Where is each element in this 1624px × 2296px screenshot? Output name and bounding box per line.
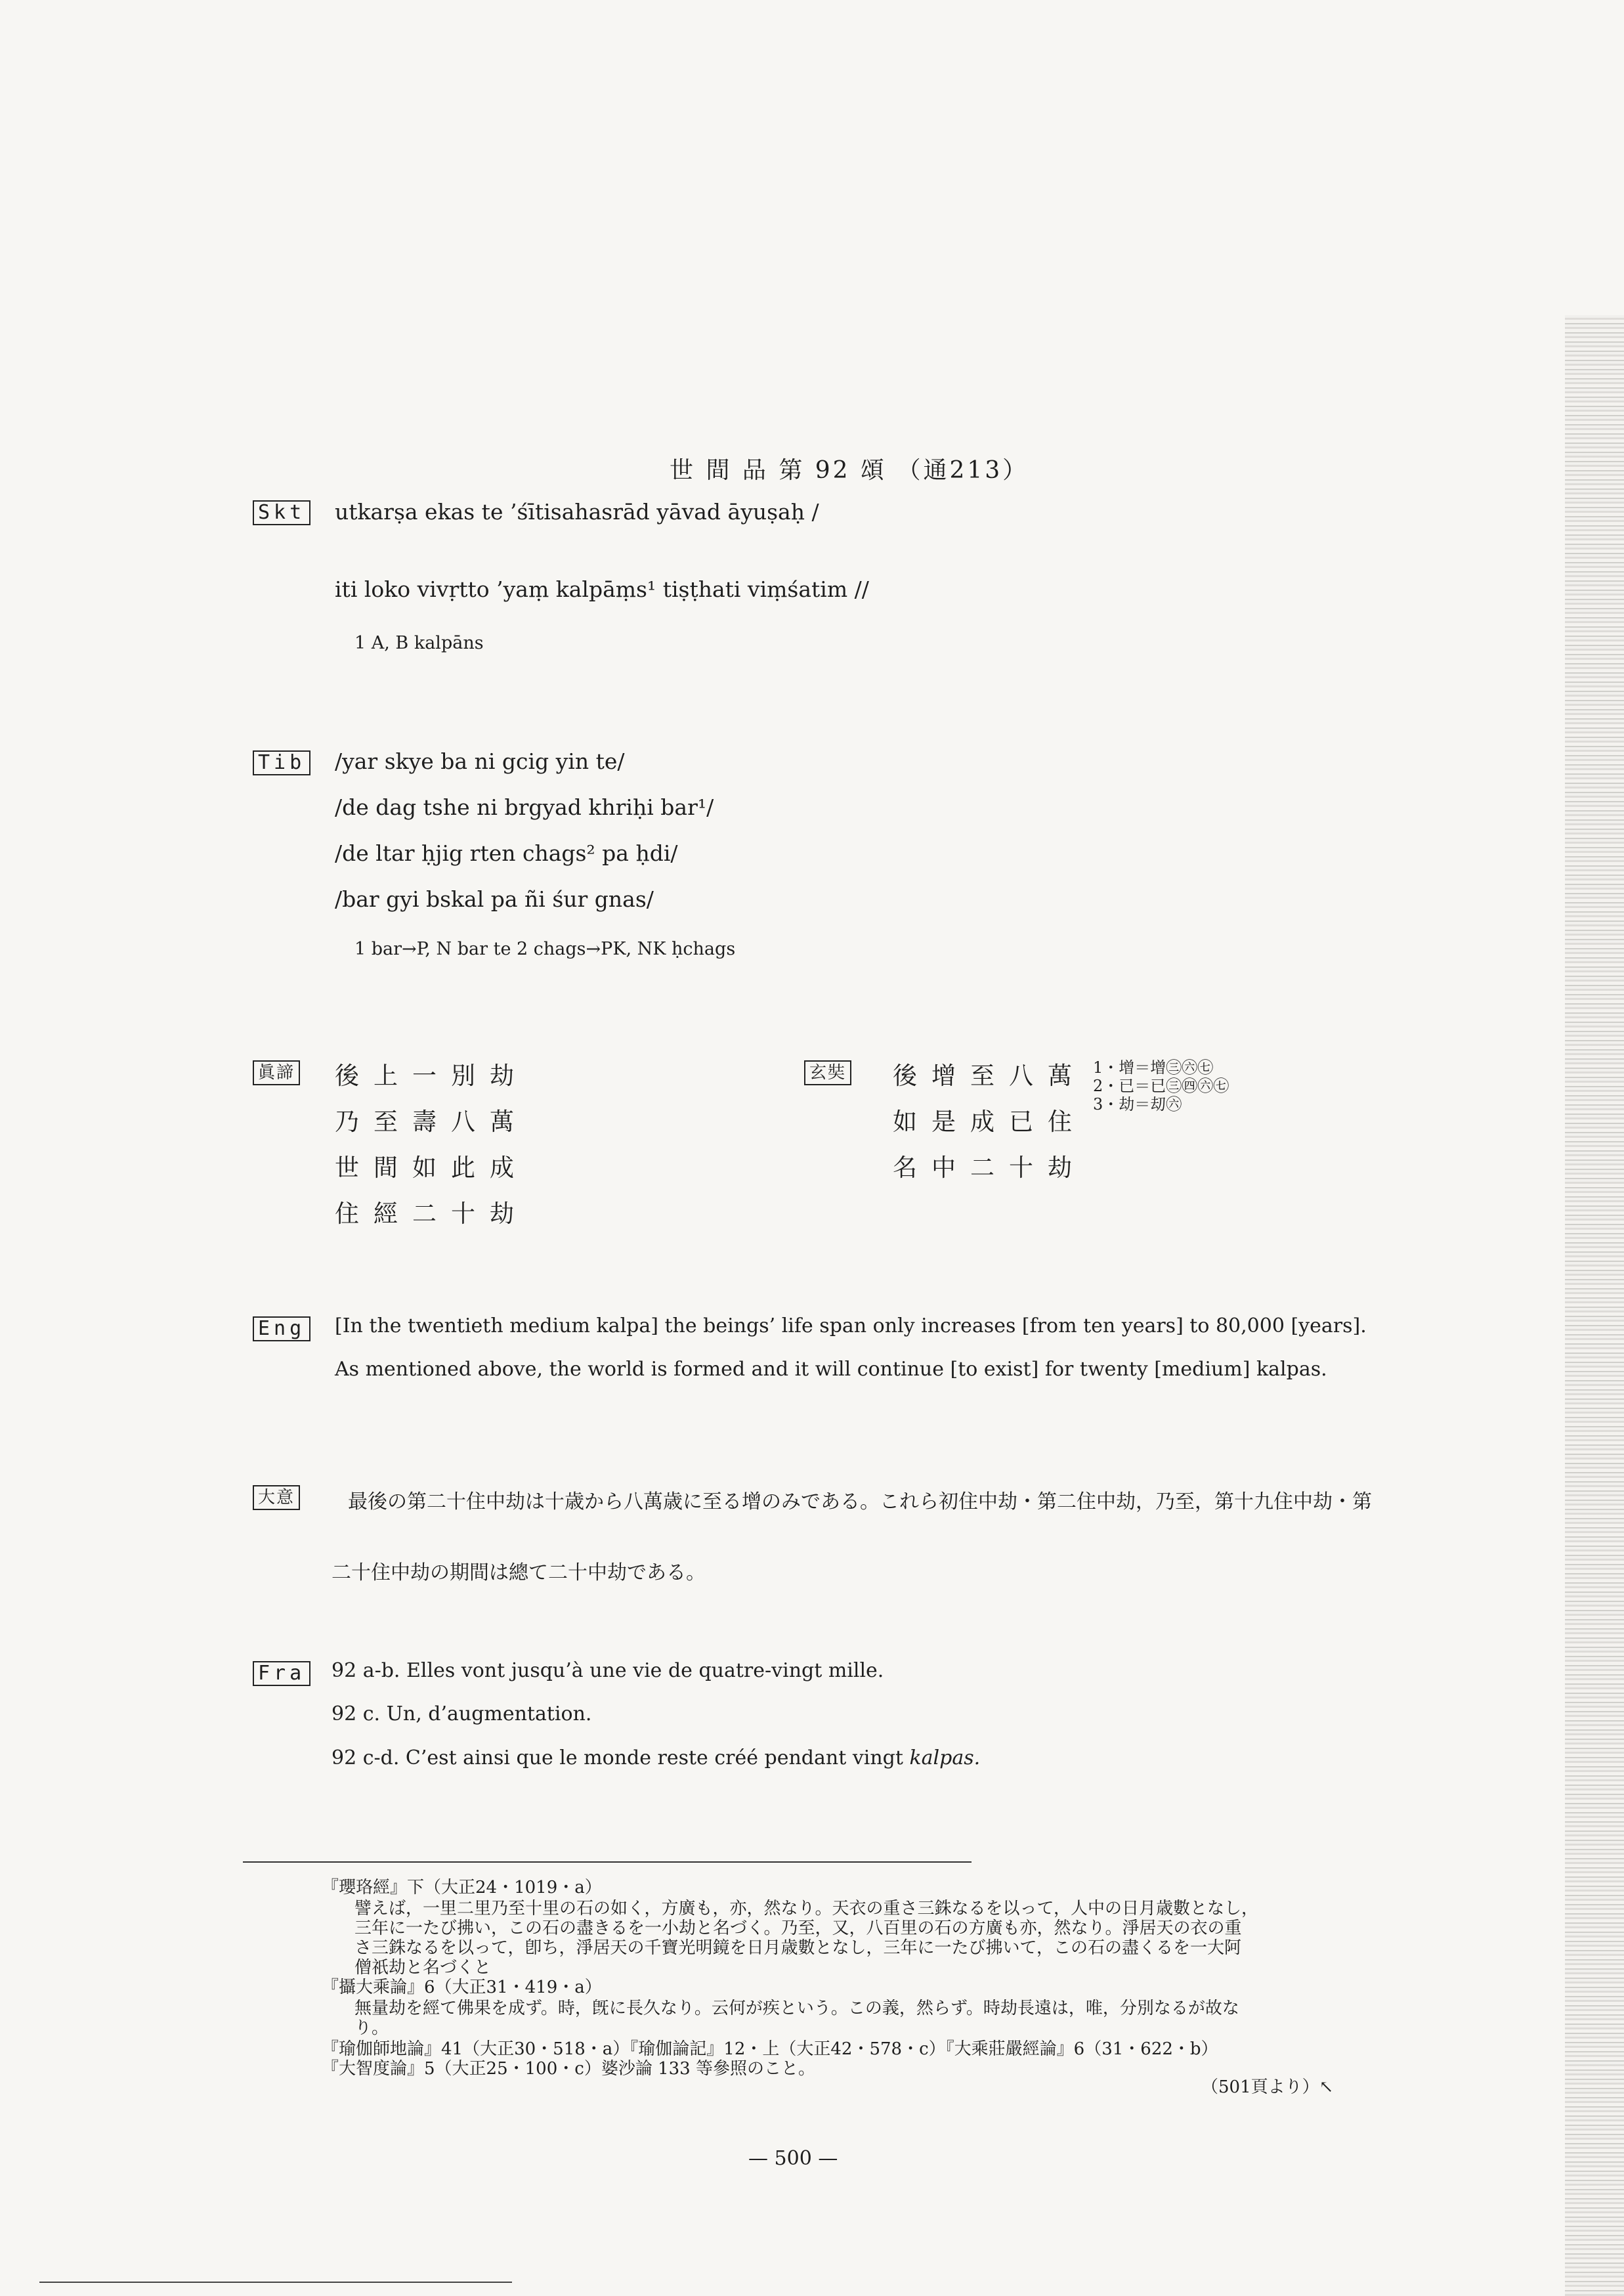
xuanzang-note-3: 3・劫＝刧㊅ [1093,1095,1182,1114]
paramartha-line-4: 住經二十劫 [335,1200,528,1228]
taii-line-2: 二十住中劫の期間は總て二十中劫である。 [331,1561,706,1584]
footnote-line-4: さ三銖なるを以って，卽ち，淨居天の千寶光明鏡を日月歳數となし，三年に一たび拂いて，この石の盡くるを一大阿 [354,1938,1241,1958]
xuanzang-note-1: 1・增＝增㊂㊅㊆ [1093,1058,1214,1077]
footnote-line-5: 僧祇劫と名づくと [354,1958,492,1978]
footnote-line-7: 無量劫を經て佛果を成ず。時，旣に長久なり。云何が疾という。この義，然らず。時劫長遠は，唯，分別なるが故な [354,1999,1239,2018]
page-number: — 500 — [748,2147,838,2170]
footnote-line-1: 『瓔珞經』下（大正24・1019・a） [322,1878,602,1897]
fra-line-2: 92 c. Un, d’augmentation. [331,1702,592,1725]
scan-edge-shadow [1565,315,1624,2296]
tib-line-3: /de ltar ḥjig rten chags² pa ḥdi/ [335,840,678,866]
eng-line-1: [In the twentieth medium kalpa] the beings’ life span only increases [from ten years] to 80,000 [years]. [335,1314,1367,1337]
paramartha-line-3: 世間如此成 [335,1154,528,1182]
footnote-line-11: （501頁より）↖ [1201,2077,1334,2097]
footnote-line-9: 『瑜伽師地論』41（大正30・518・a）『瑜伽論記』12・上（大正42・578・c）『大乘莊嚴經論』6（31・622・b） [322,2039,1218,2059]
paramartha-line-2: 乃至壽八萬 [335,1108,528,1136]
fra-label: Fra [253,1661,310,1686]
eng-line-2: As mentioned above, the world is formed and it will continue [to exist] for twenty [medium] kalpas. [335,1358,1327,1381]
fra-line-3 [331,1746,980,1769]
bottom-rule [39,2282,512,2283]
tib-label: Tib [253,750,310,775]
xuanzang-note-2: 2・已＝已㊂㊃㊅㊆ [1093,1077,1229,1095]
skt-label: Skt [253,500,310,525]
xuanzang-line-1: 後增至八萬 [893,1062,1086,1090]
paramartha-label: 眞諦 [253,1060,300,1085]
footnote-rule [243,1861,972,1863]
tib-line-1: /yar skye ba ni gcig yin te/ [335,748,625,774]
skt-note: 1 A, B kalpāns [354,633,484,653]
footnote-line-6: 『攝大乘論』6（大正31・419・a） [322,1978,602,1997]
xuanzang-line-3: 名中二十劫 [893,1154,1086,1182]
footnote-line-3: 三年に一たび拂い，この石の盡きるを一小劫と名づく。乃至，又，八百里の石の方廣も亦，然なり。淨居天の衣の重 [354,1918,1242,1938]
tib-line-2: /de dag tshe ni brgyad khriḥi bar¹/ [335,794,714,820]
footnote-line-10: 『大智度論』5（大正25・100・c）婆沙論 133 等參照のこと。 [322,2059,815,2079]
fra-line-3-text: 92 c-d. C’est ainsi que le monde reste créé pendant vingt [331,1746,910,1769]
xuanzang-label: 玄奘 [804,1060,851,1085]
page-title: 世 間 品 第 92 頌 （通213） [670,457,1029,484]
skt-line-2: iti loko vivṛtto ’yaṃ kalpāṃs¹ tiṣṭhati viṃśatim // [335,576,869,602]
fra-line-3-italic: kalpas. [909,1746,981,1769]
paramartha-line-1: 後上一別劫 [335,1062,528,1090]
taii-label: 大意 [253,1485,300,1510]
footnote-line-2: 譬えば，一里二里乃至十里の石の如く，方廣も，亦，然なり。天衣の重さ三銖なるを以って，人中の日月歳數となし， [354,1899,1258,1918]
xuanzang-line-2: 如是成已住 [893,1108,1086,1136]
tib-line-4: /bar gyi bskal pa ñi śur gnas/ [335,886,654,912]
eng-label: Eng [253,1316,310,1341]
skt-line-1: utkarṣa ekas te ’śītisahasrād yāvad āyuṣaḥ / [335,499,819,525]
tib-note: 1 bar→P, N bar te 2 chags→PK, NK ḥchags [354,939,736,959]
footnote-line-8: り。 [354,2018,389,2038]
taii-line-1: 最後の第二十住中劫は十歳から八萬歳に至る增のみである。これら初住中劫・第二住中劫，乃至，第十九住中劫・第 [348,1490,1372,1513]
fra-line-1: 92 a-b. Elles vont jusqu’à une vie de quatre-vingt mille. [331,1659,884,1682]
